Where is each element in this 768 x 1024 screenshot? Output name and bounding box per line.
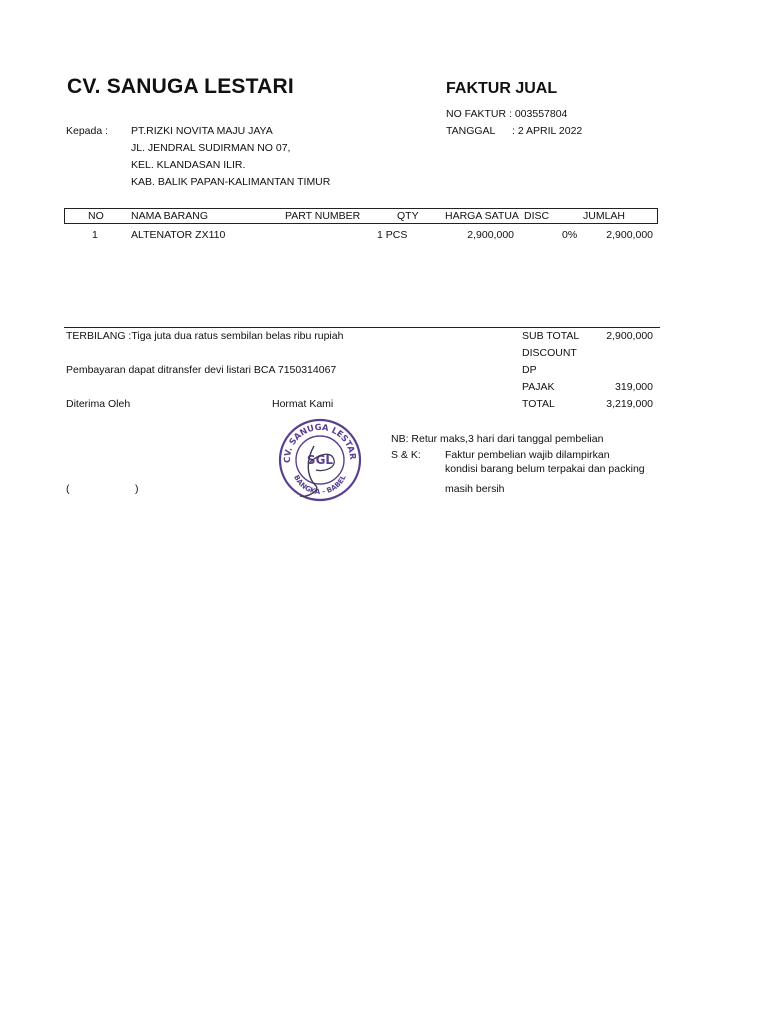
column-header-jumlah: JUMLAH xyxy=(583,210,626,222)
column-header-disc: DISC xyxy=(524,210,550,222)
date-value: : 2 APRIL 2022 xyxy=(512,125,583,137)
total-label: TOTAL xyxy=(522,398,555,410)
return-note: NB: Retur maks,3 hari dari tanggal pembelian xyxy=(391,433,604,445)
stamp-top-text: CV. SANUGA LESTAR xyxy=(282,422,358,463)
signature-close-paren: ) xyxy=(135,483,139,495)
subtotal-label: SUB TOTAL xyxy=(522,330,580,342)
table-cell-harga-satuan: 2,900,000 xyxy=(467,229,514,241)
customer-label: Kepada : xyxy=(66,125,109,137)
invoice-number: NO FAKTUR : 003557804 xyxy=(446,108,568,120)
totals-separator xyxy=(64,327,660,328)
customer-line: KEL. KLANDASAN ILIR. xyxy=(131,159,246,171)
customer-line: PT.RIZKI NOVITA MAJU JAYA xyxy=(131,125,273,137)
terms-label: S & K: xyxy=(391,449,421,461)
table-cell-jumlah: 2,900,000 xyxy=(606,229,653,241)
regards-label: Hormat Kami xyxy=(272,398,334,410)
discount-label: DISCOUNT xyxy=(522,347,577,359)
signature-open-paren: ( xyxy=(66,483,70,495)
terms-line: kondisi barang belum terpakai dan packing xyxy=(445,463,645,475)
tax-label: PAJAK xyxy=(522,381,555,393)
table-cell-qty: 1 PCS xyxy=(377,229,408,241)
column-header-nama-barang: NAMA BARANG xyxy=(131,210,209,222)
company-stamp xyxy=(276,416,364,504)
customer-line: JL. JENDRAL SUDIRMAN NO 07, xyxy=(131,142,291,154)
subtotal-value: 2,900,000 xyxy=(606,330,653,342)
payment-note: Pembayaran dapat ditransfer devi listari BCA 7150314067 xyxy=(66,364,337,376)
column-header-part-number: PART NUMBER xyxy=(285,210,361,222)
table-cell-disc: 0% xyxy=(562,229,578,241)
terbilang-row xyxy=(66,330,343,342)
customer-line: KAB. BALIK PAPAN-KALIMANTAN TIMUR xyxy=(131,176,331,188)
column-header-no: NO xyxy=(88,210,104,222)
terbilang-label: TERBILANG : xyxy=(66,330,132,342)
terms-line: masih bersih xyxy=(445,483,505,495)
column-header-harga-satuan: HARGA SATUA xyxy=(445,210,519,222)
date-label: TANGGAL xyxy=(446,125,496,137)
company-name: CV. SANUGA LESTARI xyxy=(67,75,294,98)
tax-value: 319,000 xyxy=(615,381,653,393)
column-header-qty: QTY xyxy=(397,210,419,222)
terbilang-text: Tiga juta dua ratus sembilan belas ribu rupiah xyxy=(131,330,344,342)
table-cell-no: 1 xyxy=(92,229,98,241)
total-value: 3,219,000 xyxy=(606,398,653,410)
received-by-label: Diterima Oleh xyxy=(66,398,131,410)
terms-line: Faktur pembelian wajib dilampirkan xyxy=(445,449,610,461)
table-cell-nama-barang: ALTENATOR ZX110 xyxy=(131,229,226,241)
terms-line-container xyxy=(445,463,660,479)
stamp-center-text: SGL xyxy=(306,453,334,467)
dp-label: DP xyxy=(522,364,537,376)
document-title: FAKTUR JUAL xyxy=(446,80,558,97)
stamp-bottom-text: BANGKA - BABEL xyxy=(292,473,348,497)
